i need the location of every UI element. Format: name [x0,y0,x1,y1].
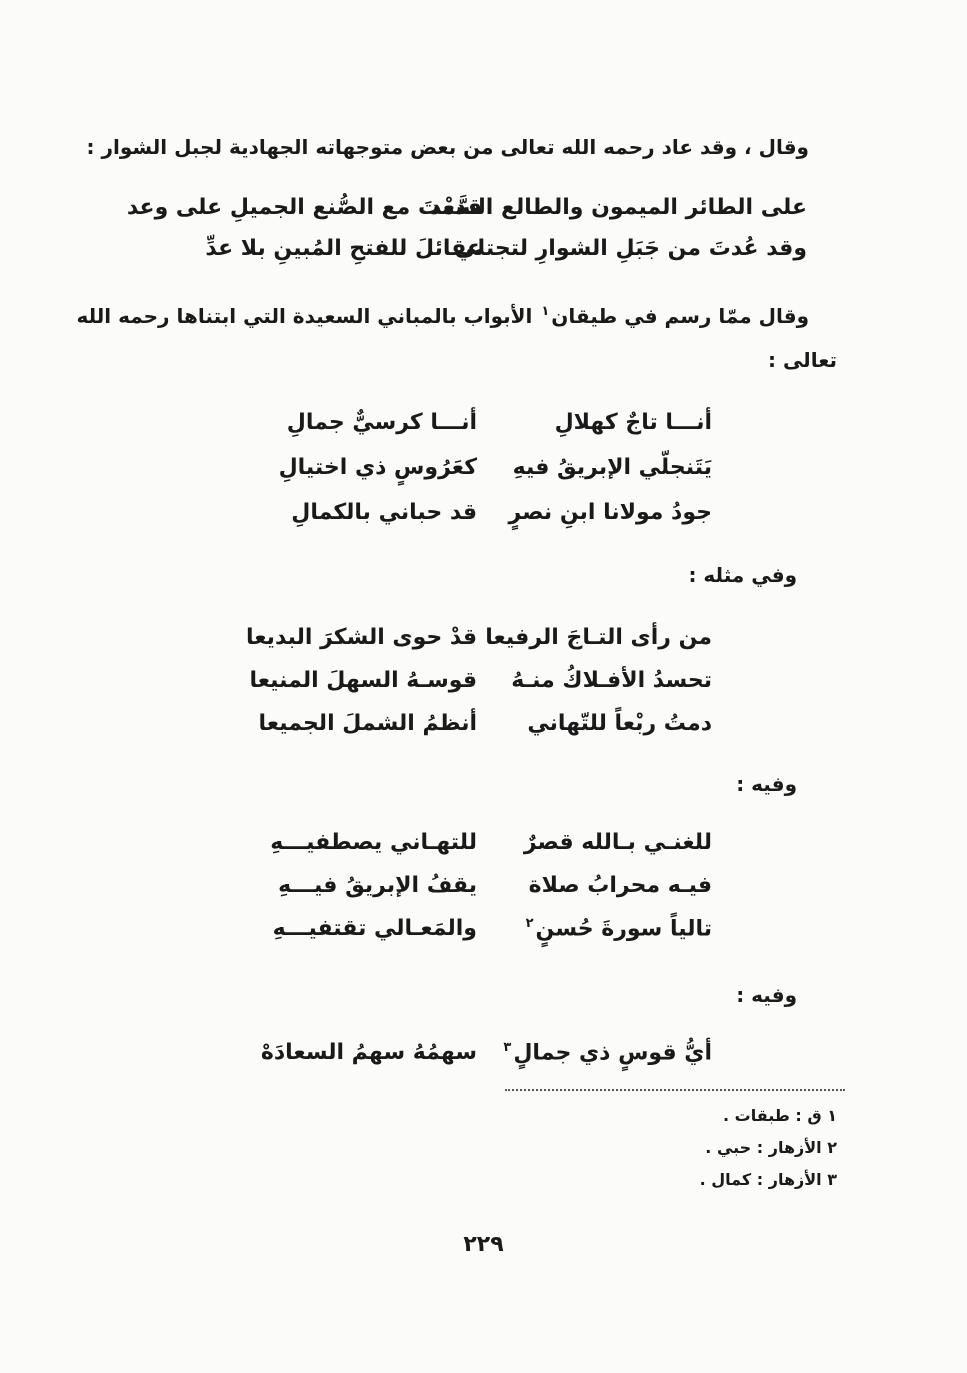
intro-paragraph-2 [76,304,809,328]
poem4-line3-first [524,916,712,941]
footnote-3: ٣ الأزهار : كمال . [699,1170,837,1189]
poem1-line1-first-hemistich: على الطائر الميمون والطالع السَّعْد [430,195,807,220]
footnote-separator [505,1089,845,1091]
intro2-text-b: الأبواب بالمباني السعيدة التي ابتناها رحمه الله [76,304,533,328]
footnote-2: ٢ الأزهار : حبي . [705,1138,837,1157]
poem1-line1-second-hemistich: قدمتَ مع الصُّنع الجميلِ على وعد [126,195,482,220]
poem1-line2-second-hemistich: عقائلَ للفتحِ المُبينِ بلا عدِّ [205,236,482,261]
poem2-line3-second: قد حباني بالكمالِ [291,500,477,525]
intro-paragraph-5: وفيه : [736,983,797,1007]
footnote-ref-3: ٣ [503,1040,512,1055]
intro-paragraph-3: وفي مثله : [688,563,797,587]
poem3-line1-first: من رأى التـاجَ الرفيعا [485,625,712,650]
intro2-text-a: وقال ممّا رسم في طيقان [551,304,809,328]
footnote-ref-2: ٢ [525,916,534,931]
poem2-line1-first: أنـــا تاجٌ كهلالِ [554,410,712,435]
poem3-line1-second: قدْ حوى الشكرَ البديعا [246,625,477,650]
intro-paragraph-4: وفيه : [736,772,797,796]
poem2-line3-first: جودُ مولانا ابنِ نصرٍ [508,500,712,525]
poem1-line2-first-hemistich: وقد عُدتَ من جَبَلِ الشوارِ لتجتلي [454,236,807,261]
poem4-line1-first: للغنـي بـالله قصرٌ [523,830,712,855]
intro-paragraph-2-cont: تعالى : [767,348,837,372]
poem2-line1-second: أنـــا كرسيٌّ جمالِ [286,410,477,435]
poem2-line2-first: يَتَنجلّي الإبريقُ فيهِ [512,455,712,480]
poem4-line2-second: يقفُ الإبريقُ فيـــهِ [278,873,477,898]
poem4-line3-first-text: تالياً سورةَ حُسنٍ [535,916,712,942]
poem4-line1-second: للتهـاني يصطفيـــهِ [270,830,477,855]
poem3-line2-first: تحسدُ الأفـلاكُ منـهُ [511,668,712,693]
poem5-second: سهمُهُ سهمُ السعادَهْ [260,1040,477,1065]
poem4-line2-first: فيـه محرابُ صلاة [528,873,712,898]
poem3-line3-first: دمتُ ربْعاً للتّهاني [527,711,712,736]
poem3-line3-second: أنظمُ الشملَ الجميعا [258,711,477,736]
intro-paragraph-1: وقال ، وقد عاد رحمه الله تعالى من بعض متوجهاته الجهادية لجبل الشوار : [86,135,809,159]
footnote-1: ١ ق : طبقات . [722,1106,837,1125]
poem5-first-text: أيُّ قوسٍ ذي جمالٍ [513,1040,712,1066]
page-number: ٢٢٩ [463,1232,504,1257]
poem2-line2-second: كعَرُوسٍ ذي اختيالِ [278,455,477,480]
poem3-line2-second: قوسـهُ السهلَ المنيعا [249,668,477,693]
footnote-ref-1: ١ [541,304,550,320]
poem4-line3-second: والمَعـالي تقتفيـــهِ [272,916,477,941]
poem5-first [501,1040,712,1065]
